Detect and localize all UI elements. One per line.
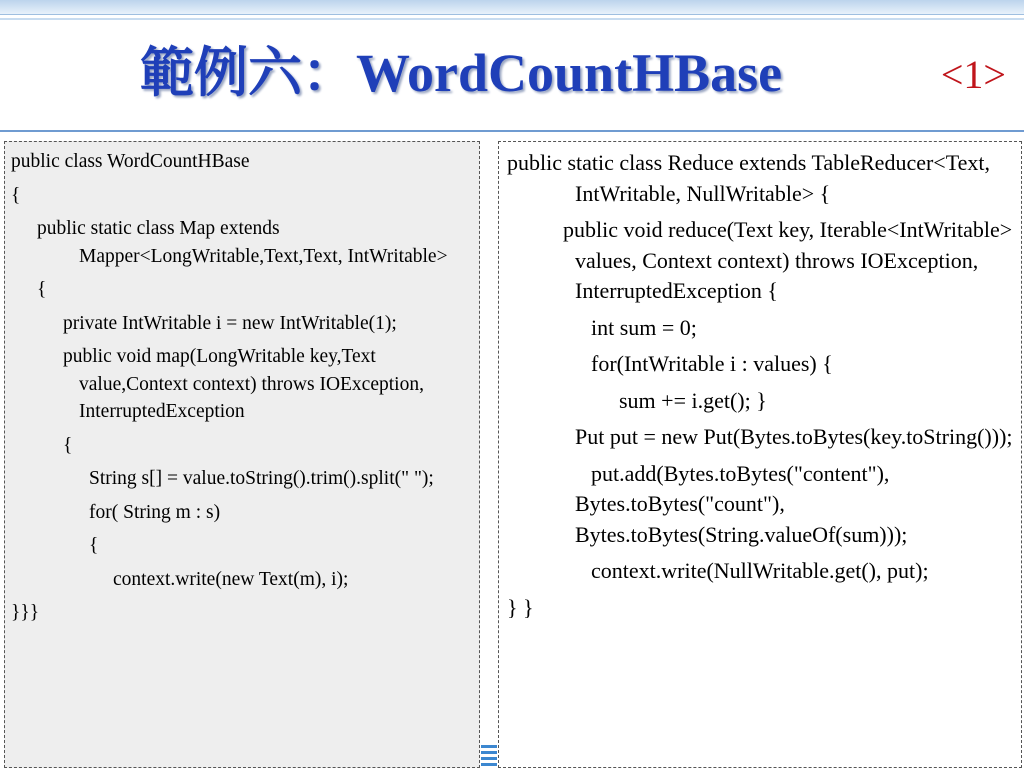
slide-title: 範例六：WordCountHBase: [140, 43, 783, 103]
code-line: sum += i.get(); }: [619, 387, 767, 413]
code-line: put.add(Bytes.toBytes("content"), Bytes.toBytes("count"), Bytes.toBytes(String.valueOf(sum)));: [575, 460, 908, 547]
code-line: {: [11, 184, 21, 206]
page-marker: <1>: [940, 52, 1006, 97]
code-line: context.write(new Text(m), i);: [113, 568, 349, 590]
code-line: private IntWritable i = new IntWritable(1);: [63, 312, 397, 334]
code-line: int sum = 0;: [591, 314, 697, 340]
code-line: } }: [507, 594, 534, 620]
right-code-panel: [498, 141, 1022, 768]
code-line: {: [63, 434, 73, 456]
top-decorative-band: [0, 0, 1024, 15]
code-line: for( String m : s): [89, 501, 221, 523]
code-line: {: [89, 535, 99, 556]
left-code-panel: [4, 141, 480, 768]
code-line: public void reduce(Text key, Iterable<IntWritable> values, Context context) throws IOException, InterruptedException {: [563, 217, 1013, 303]
code-line: public class WordCountHBase: [11, 151, 250, 172]
code-line: public static class Reduce extends TableReducer<Text, IntWritable, NullWritable> {: [507, 150, 990, 206]
code-line: }}}: [11, 602, 40, 623]
code-line: context.write(NullWritable.get(), put);: [591, 558, 929, 583]
code-line: public static class Map extends Mapper<LongWritable,Text,Text, IntWritable>: [37, 218, 448, 267]
code-line: public void map(LongWritable key,Text value,Context context) throws IOException, InterruptedException: [63, 346, 424, 422]
code-line: for(IntWritable i : values) {: [591, 351, 833, 376]
code-line: {: [37, 279, 47, 300]
code-line: String s[] = value.toString().trim().split(" ");: [89, 468, 434, 489]
code-line: Put put = new Put(Bytes.toBytes(key.toString()));: [575, 424, 1013, 449]
title-divider: [0, 130, 1024, 132]
top-decorative-line: [0, 18, 1024, 20]
decorative-stripes: [481, 745, 497, 768]
